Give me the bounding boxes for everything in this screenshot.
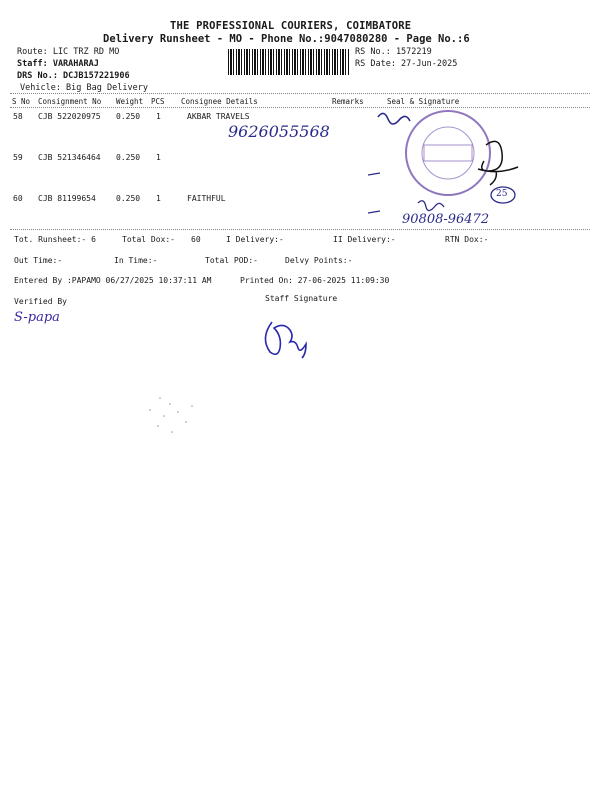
staff-signature-label: Staff Signature	[265, 294, 338, 303]
col-pcs: PCS	[151, 97, 165, 106]
stamp-and-signatures	[320, 105, 550, 245]
col-remarks: Remarks	[332, 97, 364, 106]
out-time: Out Time:-	[14, 256, 63, 265]
total-dox-label: Total Dox:-	[122, 235, 175, 244]
row-consignment: CJB 521346464	[38, 153, 101, 162]
delvy-points: Delvy Points:-	[285, 256, 353, 265]
header-divider-top	[10, 93, 590, 94]
rs-date: RS Date: 27-Jun-2025	[355, 59, 458, 69]
row-weight: 0.250	[116, 112, 141, 121]
row-pcs: 1	[156, 153, 161, 162]
seal-stamp	[406, 111, 490, 195]
handwritten-phone-1: 9626055568	[228, 122, 330, 141]
col-consignee: Consignee Details	[181, 97, 258, 106]
row-pcs: 1	[156, 194, 161, 203]
total-dox-value: 60	[191, 235, 201, 244]
drs-number: DRS No.: DCJB157221906	[17, 71, 130, 81]
remarks-signature	[378, 113, 410, 124]
row-consignment: CJB 81199654	[38, 194, 96, 203]
totals-divider	[10, 229, 590, 230]
i-delivery: I Delivery:-	[226, 235, 284, 244]
company-title: THE PROFESSIONAL COURIERS, COIMBATORE	[170, 20, 412, 32]
row-sno: 58	[13, 112, 23, 121]
scan-speckles	[140, 392, 220, 440]
ii-delivery: II Delivery:-	[333, 235, 396, 244]
col-weight: Weight	[116, 97, 144, 106]
in-time: In Time:-	[114, 256, 158, 265]
circled-number: 25	[496, 189, 508, 199]
row-consignee: FAITHFUL	[187, 194, 226, 203]
verified-by-label: Verified By	[14, 297, 67, 306]
total-runsheet: Tot. Runsheet:- 6	[14, 235, 96, 244]
col-consignment: Consignment No	[38, 97, 102, 106]
col-seal-signature: Seal & Signature	[387, 97, 460, 106]
staff-signature-mark	[258, 314, 328, 364]
row-weight: 0.250	[116, 194, 141, 203]
verified-signature: S-papa	[14, 310, 60, 325]
vehicle-text: Vehicle: Big Bag Delivery	[20, 83, 148, 93]
seal-signature	[478, 141, 518, 185]
total-pod: Total POD:-	[205, 256, 258, 265]
row-pcs: 1	[156, 112, 161, 121]
row-weight: 0.250	[116, 153, 141, 162]
printed-on: Printed On: 27-06-2025 11:09:30	[240, 276, 390, 285]
handwritten-phone-2: 90808-96472	[402, 212, 490, 227]
row-consignee: AKBAR TRAVELS	[187, 112, 250, 121]
rtn-dox: RTN Dox:-	[445, 235, 489, 244]
staff-text: Staff: VARAHARAJ	[17, 59, 99, 69]
entered-by: Entered By :PAPAMO 06/27/2025 10:37:11 AM	[14, 276, 212, 285]
row-consignment: CJB 522020975	[38, 112, 101, 121]
row-sno: 59	[13, 153, 23, 162]
rs-number: RS No.: 1572219	[355, 47, 432, 57]
col-sno: S No	[12, 97, 31, 106]
barcode	[228, 49, 350, 75]
route-text: Route: LIC TRZ RD MO	[17, 47, 120, 57]
runsheet-subtitle: Delivery Runsheet - MO - Phone No.:9047080280 - Page No.:6	[103, 33, 470, 45]
row-sno: 60	[13, 194, 23, 203]
